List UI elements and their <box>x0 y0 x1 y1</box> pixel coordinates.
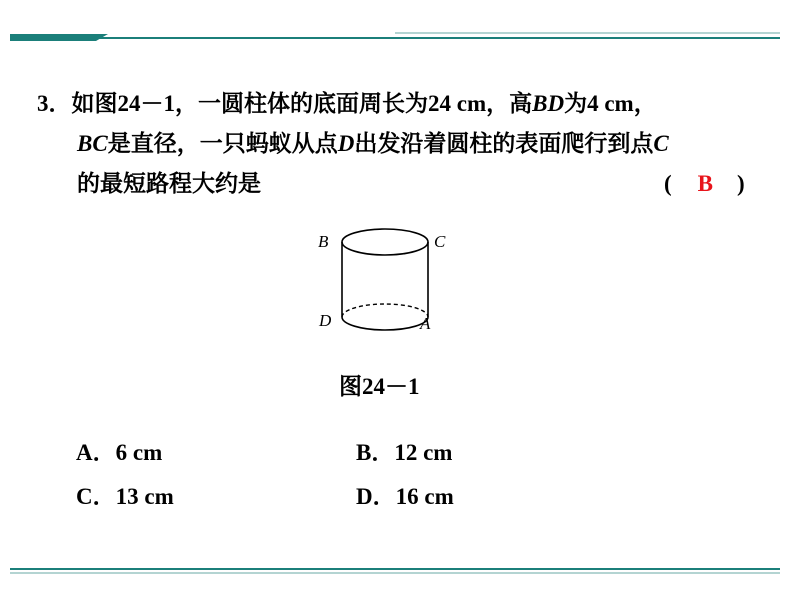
answer-letter: B <box>697 171 714 196</box>
circumference-value: 24 cm <box>428 91 487 116</box>
label-a: A <box>420 314 431 333</box>
cylinder-bottom-back-dashed <box>342 304 428 317</box>
option-a: A．6 cm <box>76 440 163 465</box>
cylinder-figure <box>310 222 460 342</box>
diameter-label: BC <box>77 131 108 156</box>
label-b: B <box>318 232 329 251</box>
height-value: 4 cm <box>587 91 634 116</box>
label-c: C <box>434 232 446 251</box>
option-c: C．13 cm <box>76 484 174 509</box>
cylinder-bottom-front <box>342 317 428 330</box>
figure-reference: 24－1 <box>117 91 175 116</box>
label-d: D <box>319 311 332 330</box>
option-d: D．16 cm <box>356 484 454 509</box>
answer-bracket: ( B ) <box>664 171 745 196</box>
height-label: BD <box>532 91 565 116</box>
cylinder-top-ellipse <box>342 229 428 255</box>
top-header-bar <box>0 0 794 50</box>
question-line-1: 3．如图24－1，一圆柱体的底面周长为24 cm，高BD为4 cm， <box>37 90 657 117</box>
question-number: 3． <box>37 91 72 116</box>
point-d-label: D <box>337 131 355 156</box>
option-b: B．12 cm <box>356 440 453 465</box>
question-line-3: 的最短路程大约是 <box>77 170 261 197</box>
point-c-label: C <box>653 131 669 156</box>
question-line-2: BC是直径，一只蚂蚁从点D出发沿着圆柱的表面爬行到点C <box>77 130 669 157</box>
figure-caption: 图24－1 <box>339 373 420 400</box>
question-block <box>37 84 767 204</box>
bottom-footer-bar <box>0 560 794 580</box>
